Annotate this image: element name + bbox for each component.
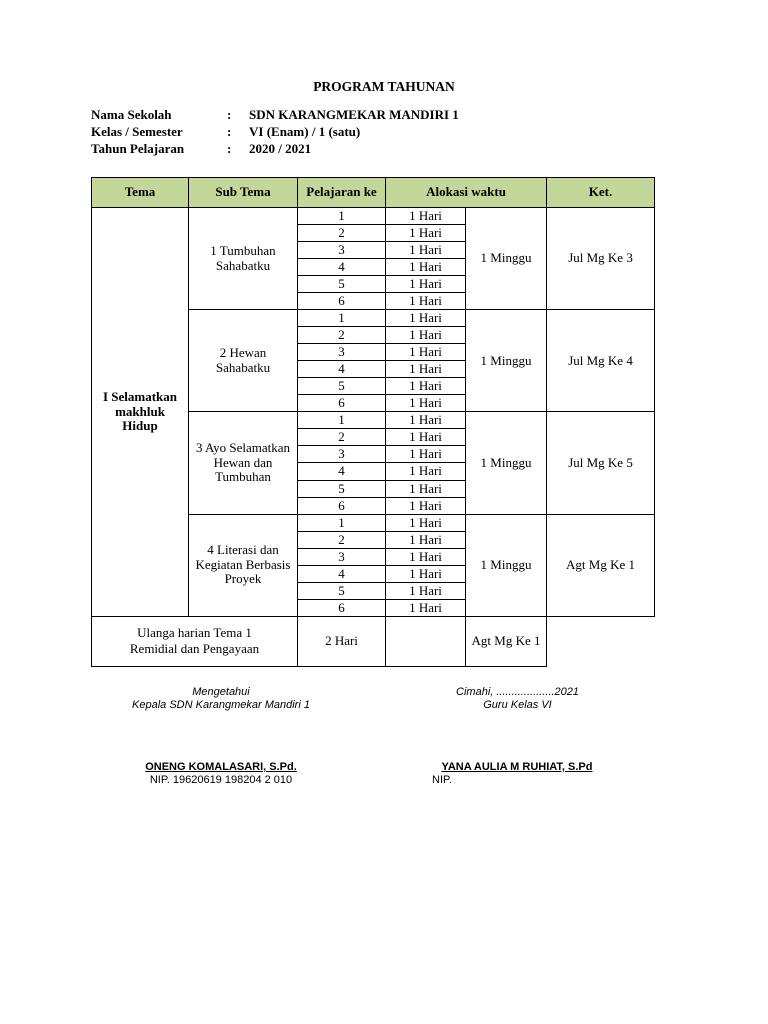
- hari-cell: 1 Hari: [386, 276, 466, 293]
- sig-left-name: ONENG KOMALASARI, S.Pd.: [145, 761, 297, 773]
- hari-cell: 1 Hari: [386, 497, 466, 514]
- hari-cell: 1 Hari: [386, 531, 466, 548]
- sig-right-nip: NIP.: [432, 774, 452, 786]
- hari-cell: 1 Hari: [386, 310, 466, 327]
- hari-cell: 1 Hari: [386, 514, 466, 531]
- header-pelajaran: Pelajaran ke: [298, 178, 386, 208]
- ket-cell: Agt Mg Ke 1: [547, 514, 655, 616]
- subtema-cell: 2 Hewan Sahabatku: [189, 310, 298, 412]
- document-title: PROGRAM TAHUNAN: [313, 79, 455, 94]
- signature-right-name-block: [432, 761, 602, 786]
- signature-left-name-block: [106, 761, 336, 786]
- ket-cell: Jul Mg Ke 4: [547, 310, 655, 412]
- sig-left-nip: NIP. 19620619 198204 2 010: [149, 774, 293, 786]
- hari-cell: 1 Hari: [386, 429, 466, 446]
- signature-left: [106, 686, 336, 711]
- pelajaran-cell: 5: [298, 378, 386, 395]
- sig-right-name: YANA AULIA M RUHIAT, S.Pd: [441, 761, 593, 773]
- hari-cell: 1 Hari: [386, 208, 466, 225]
- hari-cell: 1 Hari: [386, 361, 466, 378]
- subtema-cell: 3 Ayo Selamatkan Hewan dan Tumbuhan: [189, 412, 298, 514]
- hari-cell: 1 Hari: [386, 225, 466, 242]
- pelajaran-cell: 4: [298, 565, 386, 582]
- pelajaran-cell: 3: [298, 446, 386, 463]
- pelajaran-cell: 1: [298, 208, 386, 225]
- ulangan-label-cell: [92, 616, 298, 666]
- info-colon: :: [227, 124, 232, 139]
- pelajaran-cell: 5: [298, 582, 386, 599]
- sig-left-line1: Mengetahui: [192, 686, 250, 698]
- table-row: [92, 208, 655, 225]
- hari-cell: 1 Hari: [386, 378, 466, 395]
- minggu-cell: 1 Minggu: [466, 310, 547, 412]
- hari-cell: 1 Hari: [386, 259, 466, 276]
- hari-cell: 1 Hari: [386, 412, 466, 429]
- signature-right: [405, 686, 630, 711]
- pelajaran-cell: 5: [298, 276, 386, 293]
- ulangan-minggu-cell: [386, 616, 466, 666]
- subtema-cell: 4 Literasi dan Kegiatan Berbasis Proyek: [189, 514, 298, 616]
- pelajaran-cell: 2: [298, 429, 386, 446]
- pelajaran-cell: 4: [298, 259, 386, 276]
- info-colon: :: [227, 141, 232, 156]
- hari-cell: 1 Hari: [386, 344, 466, 361]
- hari-cell: 1 Hari: [386, 565, 466, 582]
- ulangan-ket-cell: Agt Mg Ke 1: [466, 616, 547, 666]
- hari-cell: 1 Hari: [386, 463, 466, 480]
- pelajaran-cell: 1: [298, 514, 386, 531]
- header-ket: Ket.: [547, 178, 655, 208]
- pelajaran-cell: 1: [298, 412, 386, 429]
- pelajaran-cell: 4: [298, 463, 386, 480]
- hari-cell: 1 Hari: [386, 327, 466, 344]
- info-label: Kelas / Semester: [91, 124, 183, 139]
- hari-cell: 1 Hari: [386, 582, 466, 599]
- hari-cell: 1 Hari: [386, 446, 466, 463]
- table-body: [92, 208, 655, 667]
- pelajaran-cell: 4: [298, 361, 386, 378]
- sig-left-line2: Kepala SDN Karangmekar Mandiri 1: [132, 699, 310, 711]
- pelajaran-cell: 3: [298, 548, 386, 565]
- hari-cell: 1 Hari: [386, 395, 466, 412]
- pelajaran-cell: 6: [298, 599, 386, 616]
- minggu-cell: 1 Minggu: [466, 514, 547, 616]
- pelajaran-cell: 1: [298, 310, 386, 327]
- subtema-cell: 1 Tumbuhan Sahabatku: [189, 208, 298, 310]
- info-label: Tahun Pelajaran: [91, 141, 185, 156]
- ulangan-label-line1: Ulanga harian Tema 1: [137, 625, 252, 641]
- hari-cell: 1 Hari: [386, 599, 466, 616]
- info-value: 2020 / 2021: [249, 141, 312, 156]
- ket-cell: Jul Mg Ke 3: [547, 208, 655, 310]
- ulangan-label-line2: Remidial dan Pengayaan: [129, 641, 260, 657]
- minggu-cell: 1 Minggu: [466, 412, 547, 514]
- pelajaran-cell: 6: [298, 497, 386, 514]
- pelajaran-cell: 2: [298, 225, 386, 242]
- pelajaran-cell: 3: [298, 344, 386, 361]
- info-value: VI (Enam) / 1 (satu): [249, 124, 361, 139]
- ulangan-row: [92, 616, 655, 666]
- table-header-row: [92, 178, 655, 208]
- hari-cell: 1 Hari: [386, 293, 466, 310]
- sig-right-line2: Guru Kelas VI: [483, 699, 552, 711]
- pelajaran-cell: 6: [298, 293, 386, 310]
- pelajaran-cell: 6: [298, 395, 386, 412]
- program-table: [91, 177, 655, 667]
- pelajaran-cell: 2: [298, 327, 386, 344]
- info-colon: :: [227, 107, 232, 122]
- hari-cell: 1 Hari: [386, 242, 466, 259]
- info-value: SDN KARANGMEKAR MANDIRI 1: [249, 107, 459, 122]
- sig-right-line1: Cimahi, ...................2021: [456, 686, 579, 698]
- hari-cell: 1 Hari: [386, 480, 466, 497]
- pelajaran-cell: 5: [298, 480, 386, 497]
- pelajaran-cell: 3: [298, 242, 386, 259]
- pelajaran-cell: 2: [298, 531, 386, 548]
- header-tema: Tema: [92, 178, 189, 208]
- tema-cell: I Selamatkan makhluk Hidup: [92, 208, 189, 617]
- minggu-cell: 1 Minggu: [466, 208, 547, 310]
- header-alokasi: Alokasi waktu: [386, 178, 547, 208]
- ulangan-alokasi-cell: 2 Hari: [298, 616, 386, 666]
- ket-cell: Jul Mg Ke 5: [547, 412, 655, 514]
- info-label: Nama Sekolah: [91, 107, 172, 122]
- header-sub-tema: Sub Tema: [189, 178, 298, 208]
- hari-cell: 1 Hari: [386, 548, 466, 565]
